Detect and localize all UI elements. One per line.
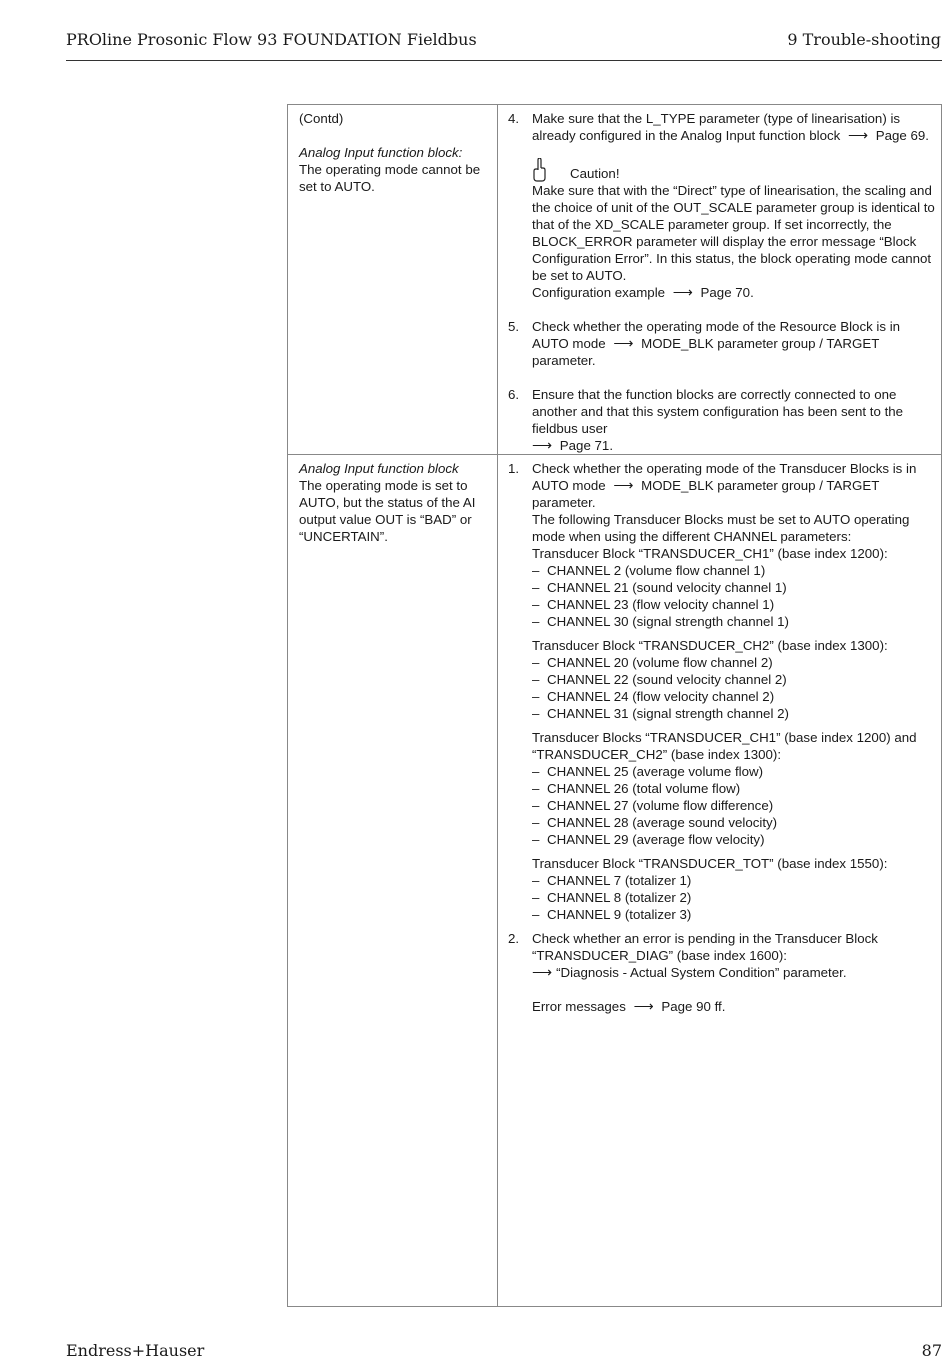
channel-text: CHANNEL 21 (sound velocity channel 1) — [547, 580, 787, 595]
item-reference: “Diagnosis - Actual System Condition” parameter. — [556, 965, 847, 980]
item-number: 2. — [508, 931, 520, 946]
channel-text: CHANNEL 20 (volume flow channel 2) — [547, 655, 773, 670]
header-title: PROline Prosonic Flow 93 FOUNDATION Fieldbus — [66, 30, 477, 49]
channel-text: CHANNEL 31 (signal strength channel 2) — [547, 706, 789, 721]
item-text: Check whether an error is pending in the Transducer Block “TRANSDUCER_DIAG” (base index 1600): — [532, 931, 878, 963]
page-reference[interactable]: Page 71. — [559, 438, 614, 453]
header-section: 9 Trouble-shooting — [787, 30, 941, 49]
pointing-hand-icon — [532, 158, 548, 182]
item-text: Ensure that the function blocks are correctly connected to one another and that this system configuration has been sent to the fieldbus user — [532, 387, 904, 436]
troubleshooting-table — [287, 104, 942, 1307]
item-number: 1. — [508, 461, 520, 476]
group-heading: Transducer Blocks “TRANSDUCER_CH1” (base index 1200) and “TRANSDUCER_CH2” (base index 1300): — [532, 730, 917, 762]
channel-item: – CHANNEL 28 (average sound velocity) — [532, 815, 778, 830]
item-reference: MODE_BLK parameter group / TARGET parameter. — [532, 478, 880, 510]
channel-text: CHANNEL 26 (total volume flow) — [547, 781, 741, 796]
caution-label: Caution! — [570, 166, 620, 181]
channel-item: – CHANNEL 24 (flow velocity channel 2) — [532, 689, 775, 704]
arrow-icon: ⟶ — [847, 127, 869, 143]
list-item — [508, 930, 937, 1015]
channel-text: CHANNEL 23 (flow velocity channel 1) — [547, 597, 775, 612]
channel-text: CHANNEL 7 (totalizer 1) — [547, 873, 692, 888]
arrow-icon: ⟶ — [613, 335, 634, 351]
page-reference[interactable]: Page 90 ff. — [661, 999, 726, 1014]
item-text: Check whether the operating mode of the Transducer Blocks is in AUTO mode — [532, 461, 917, 493]
arrow-icon: ⟶ — [532, 964, 553, 980]
item-number: 4. — [508, 111, 520, 126]
remedy-cell — [498, 105, 942, 455]
list-item — [508, 110, 937, 301]
channel-item: – CHANNEL 7 (totalizer 1) — [532, 873, 692, 888]
list-item — [508, 318, 937, 369]
channel-text: CHANNEL 9 (totalizer 3) — [547, 907, 692, 922]
channel-item: – CHANNEL 29 (average flow velocity) — [532, 832, 765, 847]
arrow-icon: ⟶ — [672, 284, 693, 300]
contd-label: (Contd) — [299, 111, 344, 126]
group-heading: Transducer Block “TRANSDUCER_TOT” (base index 1550): — [532, 856, 888, 871]
channel-group — [532, 637, 937, 722]
item-text: Make sure that the L_TYPE parameter (type of linearisation) is already configured in the Analog Input function block — [532, 111, 901, 143]
problem-title: Analog Input function block — [299, 461, 459, 476]
item-note: The following Transducer Blocks must be set to AUTO operating mode when using the different CHANNEL parameters: — [532, 512, 910, 544]
error-messages-label: Error messages — [532, 999, 626, 1014]
channel-item: – CHANNEL 22 (sound velocity channel 2) — [532, 672, 787, 687]
page-number: 87 — [921, 1341, 942, 1360]
table-row — [288, 455, 942, 1307]
channel-item: – CHANNEL 26 (total volume flow) — [532, 781, 741, 796]
group-heading: Transducer Block “TRANSDUCER_CH1” (base index 1200): — [532, 546, 888, 561]
problem-description: The operating mode is set to AUTO, but the status of the AI output value OUT is “BAD” or “UNCERTAIN”. — [299, 478, 476, 544]
arrow-icon: ⟶ — [613, 477, 634, 493]
arrow-icon: ⟶ — [532, 437, 553, 453]
channel-text: CHANNEL 27 (volume flow difference) — [547, 798, 774, 813]
item-reference: MODE_BLK parameter group / TARGET parameter. — [532, 336, 880, 368]
header-rule — [66, 60, 942, 61]
channel-item: – CHANNEL 20 (volume flow channel 2) — [532, 655, 773, 670]
channel-group — [532, 729, 937, 848]
channel-text: CHANNEL 29 (average flow velocity) — [547, 832, 765, 847]
caution-notice — [532, 158, 937, 182]
config-example-label: Configuration example — [532, 285, 666, 300]
channel-text: CHANNEL 24 (flow velocity channel 2) — [547, 689, 775, 704]
channel-group — [532, 545, 937, 630]
item-number: 6. — [508, 387, 520, 402]
page-reference[interactable]: Page 69. — [875, 128, 929, 143]
channel-item: – CHANNEL 31 (signal strength channel 2) — [532, 706, 789, 721]
problem-title: Analog Input function block: — [299, 145, 463, 160]
channel-item: – CHANNEL 2 (volume flow channel 1) — [532, 563, 766, 578]
channel-text: CHANNEL 25 (average volume flow) — [547, 764, 764, 779]
item-number: 5. — [508, 319, 520, 334]
channel-item: – CHANNEL 9 (totalizer 3) — [532, 907, 692, 922]
channel-item: – CHANNEL 21 (sound velocity channel 1) — [532, 580, 787, 595]
channel-text: CHANNEL 28 (average sound velocity) — [547, 815, 778, 830]
channel-item: – CHANNEL 25 (average volume flow) — [532, 764, 764, 779]
list-item — [508, 460, 937, 923]
group-heading: Transducer Block “TRANSDUCER_CH2” (base index 1300): — [532, 638, 888, 653]
page-reference[interactable]: Page 70. — [700, 285, 754, 300]
problem-cell — [288, 105, 498, 455]
problem-description: The operating mode cannot be set to AUTO. — [299, 162, 481, 194]
caution-text: Make sure that with the “Direct” type of linearisation, the scaling and the choice of unit of the OUT_SCALE parameter group is identical to that of the XD_SCALE parameter group. If set incorrectly, the BLOCK_ERROR parameter will display the error message “Block Configuration Error”. In this status, the block operating mode cannot be set to AUTO. — [532, 183, 935, 283]
remedy-cell — [498, 455, 942, 1307]
item-text: Check whether the operating mode of the Resource Block is in AUTO mode — [532, 319, 901, 351]
channel-item: – CHANNEL 8 (totalizer 2) — [532, 890, 692, 905]
table-row — [288, 105, 942, 455]
channel-item: – CHANNEL 27 (volume flow difference) — [532, 798, 774, 813]
channel-text: CHANNEL 30 (signal strength channel 1) — [547, 614, 789, 629]
channel-text: CHANNEL 2 (volume flow channel 1) — [547, 563, 766, 578]
problem-cell — [288, 455, 498, 1307]
footer-brand: Endress+Hauser — [66, 1341, 205, 1360]
list-item — [508, 386, 937, 454]
channel-text: CHANNEL 8 (totalizer 2) — [547, 890, 692, 905]
arrow-icon: ⟶ — [633, 998, 654, 1014]
channel-group — [532, 855, 937, 923]
channel-text: CHANNEL 22 (sound velocity channel 2) — [547, 672, 787, 687]
channel-item: – CHANNEL 23 (flow velocity channel 1) — [532, 597, 775, 612]
channel-item: – CHANNEL 30 (signal strength channel 1) — [532, 614, 789, 629]
